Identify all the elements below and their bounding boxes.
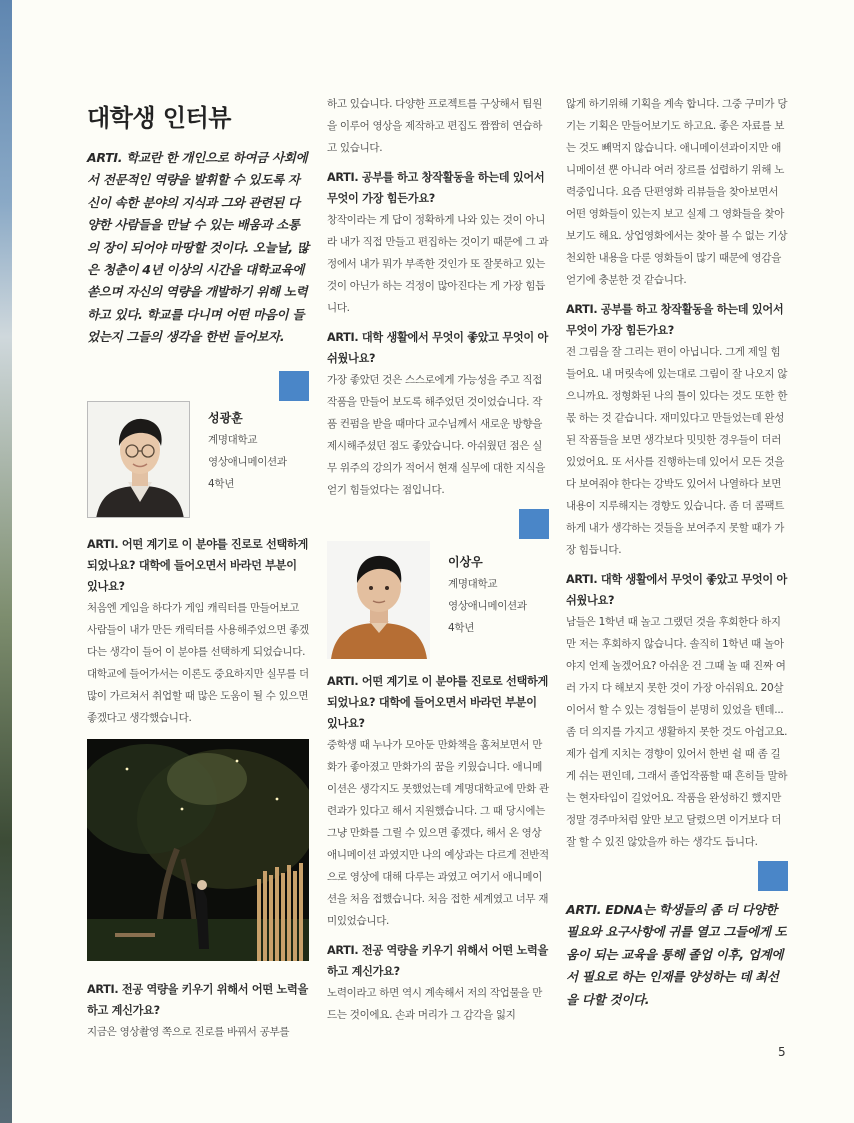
accent-square [519, 509, 549, 539]
question: ARTI. 공부를 하고 창작활동을 하는데 있어서 무엇이 가장 힘든가요? [566, 303, 784, 337]
answer: 노력이라고 하면 역시 계속해서 저의 작업물을 만드는 것이에요. 손과 머리가 그 감각을 잃지 [327, 987, 543, 1021]
column-3 [566, 92, 788, 1011]
left-edge-photo-strip [0, 0, 12, 1123]
profile-card-1 [87, 401, 309, 518]
profile-department: 영상애니메이션과 [448, 600, 527, 612]
answer: 전 그림을 잘 그리는 편이 아닙니다. 그게 제일 힘들어요. 내 머릿속에 있는대로 그림이 잘 나오지 않으니까요. 정형화된 나의 틀이 있다는 것도 또한 한 몫 하는 것 같습니다. 재미있다고 만들었는데 완성된 작품들을 보면 생각보다 밋밋한 경우들이 더러 있었어요. 또 서사를 진행하는데 있어서 모든 것을 다 보여줘야 한다는 강박도 있어서 나열하다 보면 내용이 지루해지는 경향도 있습니다. 좀 더 콤팩트하게 내가 생각하는 것들을 보여주지 못할 때가 가장 힘듭니다. [566, 346, 788, 556]
portrait-photo-1 [87, 401, 190, 518]
accent-square [279, 371, 309, 401]
question: ARTI. 공부를 하고 창작활동을 하는데 있어서 무엇이 가장 힘든가요? [327, 171, 545, 205]
answer: 않게 하기위해 기획을 계속 합니다. 그중 구미가 당기는 기획은 만들어보기도 하고요. 좋은 자료를 보는 것도 빼먹지 않습니다. 애니메이션과이지만 애니메이션 뿐 아니라 여러 장르를 섭렵하기 위해 노력중입니다. 요즘 단편영화 리뷰들을 찾아보면서 어떤 영화들이 있는지 보고 실제 그 영화들을 찾아보기도 해요. 상업영화에서는 찾아 볼 수 없는 기상천외한 내용을 다룬 영화들이 많기 때문에 영감을 얻기에 충분한 것 같습니다. [566, 98, 788, 286]
answer: 지금은 영상촬영 쪽으로 진로를 바꿔서 공부를 [87, 1025, 290, 1038]
profile-name: 이상우 [448, 555, 483, 569]
answer: 남들은 1학년 때 놀고 그랬던 것을 후회한다 하지만 저는 후회하지 않습니다. 솔직히 1학년 때 놀아야지 언제 놀겠어요? 아쉬운 건 그때 놀 때 진짜 여러 가지 다 해보지 못한 것이 가장 아쉬워요. 20살이어서 할 수 있는 경험들이 분명히 있었을 텐데... 좀 더 의지를 가지고 생활하지 못한 것도 아쉽고요. 제가 쉽게 지치는 경향이 있어서 한번 쉴 때 좀 길게 쉬는 편인데, 그래서 졸업작품할 때 흔히들 말하는 현자타임이 길었어요. 작품을 완성하긴 했지만 정말 경주마처럼 앞만 보고 달렸으면 이거보다 더 잘 할 수 있진 않았을까 하는 생각도 듭니다. [566, 616, 788, 848]
profile-school: 계명대학교 [448, 578, 498, 590]
answer: 창작이라는 게 답이 정확하게 나와 있는 것이 아니라 내가 직접 만들고 편집하는 것이기 때문에 그 과정에서 내가 뭐가 부족한 것인가 또 잘못하고 있는 것이 아닌가 하는 걱정이 많아진다는 게 가장 힘듭니다. [327, 214, 549, 314]
night-garden-photo [87, 739, 309, 961]
profile-year: 4학년 [448, 622, 475, 634]
column-2 [327, 92, 549, 1034]
question: ARTI. 대학 생활에서 무엇이 좋았고 무엇이 아쉬웠나요? [566, 573, 787, 607]
profile-school: 계명대학교 [208, 433, 258, 446]
profile-info-2 [448, 551, 527, 639]
answer: 가장 좋았던 것은 스스로에게 가능성을 주고 직접 작품을 만들어 보도록 해주었던 것이었습니다. 작품 컨펌을 받을 때마다 교수님께서 새로운 방향을 제시해주셨던 점도 좋았습니다. 아쉬웠던 점은 실무 위주의 강의가 적어서 현재 실무에 대한 지식을 얻기 힘들었다는 점입니다. [327, 374, 546, 496]
portrait-photo-2 [327, 541, 430, 659]
answer: 처음엔 게임을 하다가 게임 캐릭터를 만들어보고 사람들이 내가 만든 캐릭터를 사용해주었으면 좋겠다는 생각이 들어 이 분야를 선택하게 되었습니다. 대학교에 들어가서는 이론도 중요하지만 실무를 더 많이 가르쳐서 취업할 때 많은 도움이 될 수 있으면 좋겠다고 생각했습니다. [87, 601, 309, 724]
answer: 중학생 때 누나가 모아둔 만화책을 훔쳐보면서 만화가 좋아졌고 만화가의 꿈을 키웠습니다. 애니메이션은 생각지도 못했었는데 계명대학교에 만화 관련과가 있다고 해서 지원했습니다. 그 때 당시에는 그냥 만화를 그릴 수 있으면 좋겠다, 해서 온 영상애니메이션 과였지만 나의 예상과는 다르게 전반적으로 영상에 대해 다루는 과였고 여기서 애니메이션을 처음 접했습니다. 처음 접한 세계였고 너무 재미있었습니다. [327, 739, 549, 927]
page-number: 5 [778, 1045, 786, 1059]
question: ARTI. 전공 역량을 키우기 위해서 어떤 노력을 하고 계신가요? [327, 944, 548, 978]
profile-card-2 [327, 541, 549, 659]
profile-info-1 [208, 407, 287, 495]
answer: 하고 있습니다. 다양한 프로젝트를 구상해서 팀원을 이루어 영상을 제작하고 편집도 짬짬히 연습하고 있습니다. [327, 98, 543, 154]
lead-paragraph: ARTI. 학교란 한 개인으로 하여금 사회에서 전문적인 역량을 발휘할 수 있도록 자신이 속한 분야의 지식과 그와 관련된 다양한 사람들을 만날 수 있는 배움과 소통의 장이 되어야 마땅할 것이다. 오늘날, 많은 청춘이 4년 이상의 시간을 대학교육에 쏟으며 자신의 역량을 개발하기 위해 노력하고 있다. 학교를 다니며 어떤 마음이 들었는지 그들의 생각을 한번 들어보자. [87, 150, 309, 345]
closing-paragraph: ARTI. EDNA는 학생들의 좀 더 다양한 필요와 요구사항에 귀를 열고 그들에게 도움이 되는 교육을 통해 졸업 이후, 업계에서 필요로 하는 인재를 양성하는 데 최선을 다할 것이다. [566, 902, 787, 1007]
column-1 [87, 92, 309, 1051]
profile-name: 성광훈 [208, 410, 243, 425]
page-title: 대학생 인터뷰 [87, 104, 231, 132]
question: ARTI. 대학 생활에서 무엇이 좋았고 무엇이 아쉬웠나요? [327, 331, 548, 365]
accent-square [758, 861, 788, 891]
question: ARTI. 전공 역량을 키우기 위해서 어떤 노력을 하고 계신가요? [87, 982, 308, 1017]
question: ARTI. 어떤 계기로 이 분야를 진로로 선택하게 되었나요? 대학에 들어오면서 바라던 부분이 있나요? [327, 675, 548, 730]
profile-year: 4학년 [208, 477, 235, 490]
profile-department: 영상애니메이션과 [208, 455, 287, 468]
question: ARTI. 어떤 계기로 이 분야를 진로로 선택하게 되었나요? 대학에 들어오면서 바라던 부분이 있나요? [87, 537, 308, 593]
